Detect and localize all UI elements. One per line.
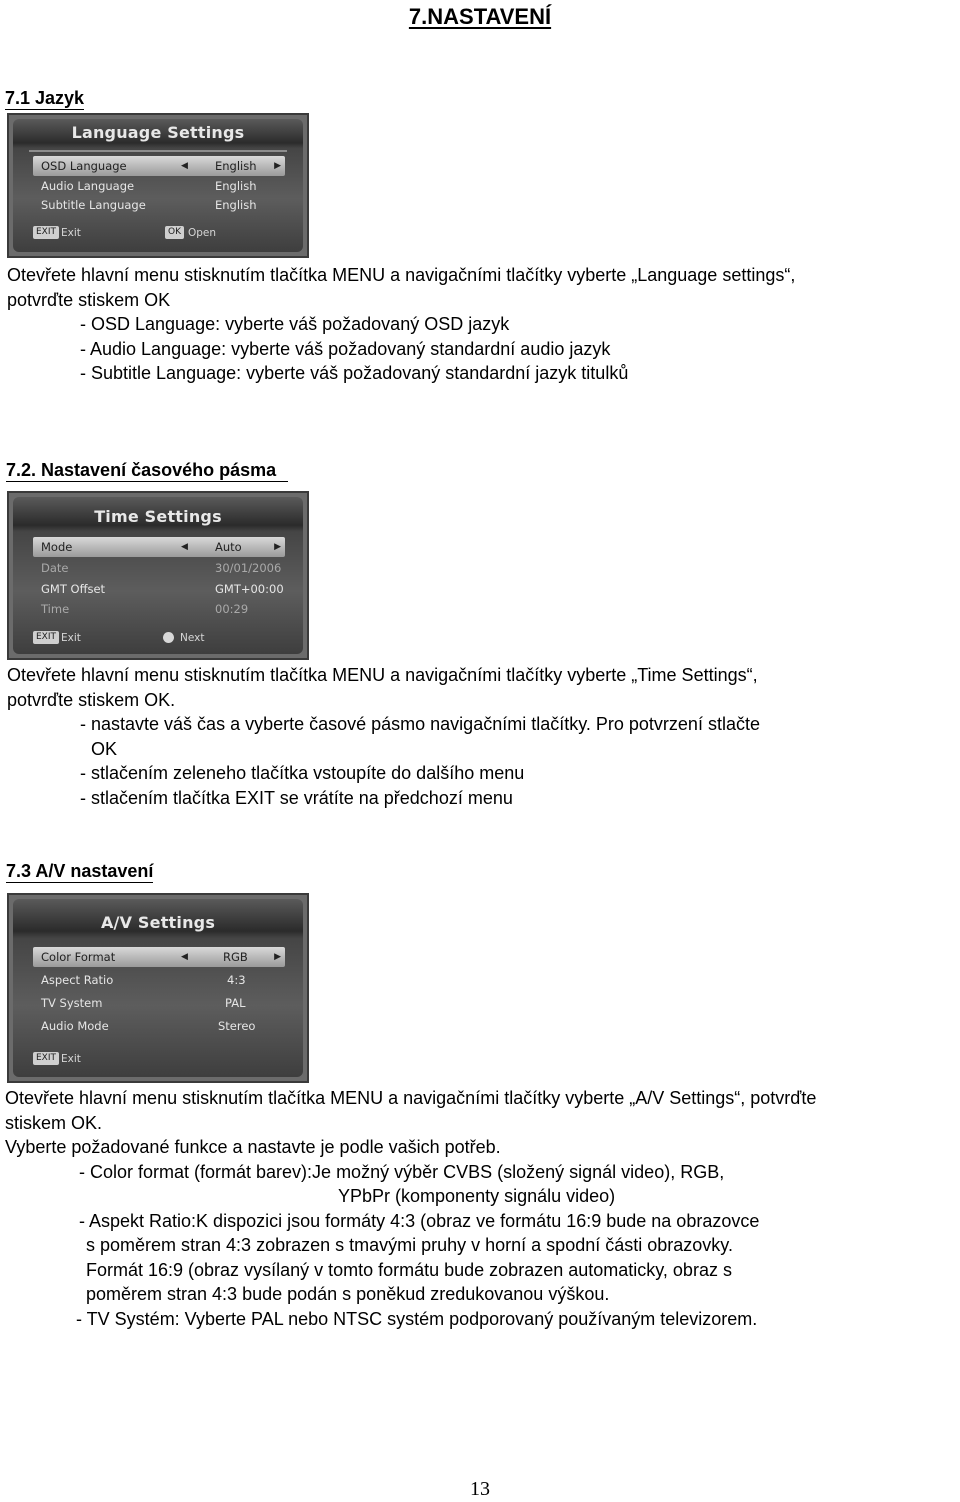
arrow-left-icon: ◀ xyxy=(181,542,188,552)
osd-row-mode: Mode ◀ Auto ▶ xyxy=(33,537,285,557)
arrow-left-icon: ◀ xyxy=(181,161,188,171)
osd-title: Language Settings xyxy=(71,123,245,142)
osd-row-aspect-ratio: Aspect Ratio 4:3 xyxy=(41,973,246,987)
arrow-left-icon: ◀ xyxy=(181,952,188,962)
green-button-icon xyxy=(163,632,174,643)
language-settings-screenshot xyxy=(7,113,309,258)
page-number: 13 xyxy=(470,1478,490,1500)
osd-footer: EXIT Exit xyxy=(13,1049,303,1069)
osd-row-audio-mode: Audio Mode Stereo xyxy=(41,1019,256,1033)
section-heading-language: 7.1 Jazyk xyxy=(5,88,85,108)
osd-footer: EXIT Exit OK Open xyxy=(13,223,303,243)
osd-row-date: Date 30/01/2006 xyxy=(41,561,282,575)
osd-row-color-format: Color Format ◀ RGB ▶ xyxy=(33,947,285,967)
osd-row-gmt-offset: GMT Offset GMT+00:00 xyxy=(41,582,284,596)
section-heading-timezone: 7.2. Nastavení časového pásma xyxy=(6,459,288,481)
arrow-right-icon: ▶ xyxy=(274,952,281,962)
arrow-right-icon: ▶ xyxy=(274,161,281,171)
av-settings-screenshot xyxy=(7,893,309,1083)
osd-row-audio-language: Audio Language English xyxy=(41,179,257,193)
sec2-paragraph: Otevřete hlavní menu stisknutím tlačítka MENU a navigačními tlačítky vyberte „Time Settings“, potvrďte stiskem OK. - nastavte váš čas a vyberte časové pásmo navigačními tlačítky. Pro potvrzení stlačte OK - stlačením zeleneho tlačítka vstoupíte do dalšího menu - stlačením tlačítka EXIT se vrátíte na předchozí menu xyxy=(7,665,760,808)
osd-row-tv-system: TV System PAL xyxy=(41,996,246,1010)
arrow-right-icon: ▶ xyxy=(274,542,281,552)
time-settings-screenshot xyxy=(7,491,309,660)
osd-title: A/V Settings xyxy=(100,913,216,932)
sec1-paragraph: Otevřete hlavní menu stisknutím tlačítka MENU a navigačními tlačítky vyberte „Language settings“, potvrďte stiskem OK - OSD Language: vyberte váš požadovaný OSD jazyk - Audio Language: vyberte váš požadovaný standardní audio jazyk - Subtitle Language: vyberte váš požadovaný standardní jazyk titulků xyxy=(7,265,796,383)
section-heading-av: 7.3 A/V nastavení xyxy=(6,861,154,881)
osd-row-subtitle-language: Subtitle Language English xyxy=(41,198,257,212)
osd-title: Time Settings xyxy=(94,507,222,526)
page-title: 7.NASTAVENÍ xyxy=(408,4,552,29)
sec3-paragraph: Otevřete hlavní menu stisknutím tlačítka MENU a navigačními tlačítky vyberte „A/V Settings“, potvrďte stiskem OK. Vyberte požadované funkce a nastavte je podle vašich potřeb. - Color format (formát barev):Je možný výběr CVBS (složený signál video), RGB, YPbPr (komponenty signálu video) - Aspekt Ratio:K dispozici jsou formáty 4:3 (obraz ve formátu 16:9 bude na obrazovce s poměrem stran 4:3 zobrazen s tmavými pruhy v horní a spodní části obrazovky. Formát 16:9 (obraz vysílaný v tomto formátu bude zobrazen automaticky, obraz s poměrem stran 4:3 bude podán s poněkud zredukovanou výškou. - TV Systém: Vyberte PAL nebo NTSC systém podporovaný používaným televizorem. xyxy=(5,1088,817,1329)
osd-footer: EXIT Exit Next xyxy=(13,628,303,648)
osd-row-time: Time 00:29 xyxy=(41,602,249,616)
osd-row-osd-language: OSD Language ◀ English ▶ xyxy=(33,156,285,176)
